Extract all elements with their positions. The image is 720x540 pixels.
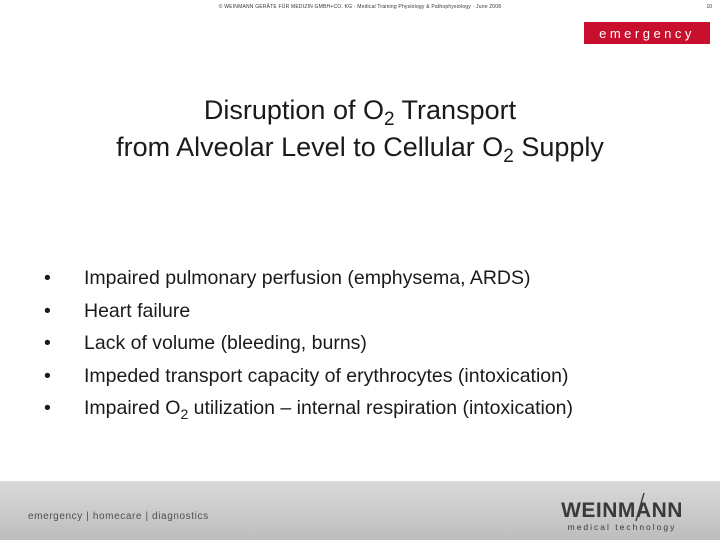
logo-wordmark: WEINMANN <box>561 499 683 522</box>
title-line-1-subscript: 2 <box>383 109 395 130</box>
bullet-text: Impaired pulmonary perfusion (emphysema, ARDS) <box>84 267 531 289</box>
emergency-badge: emergency <box>584 22 710 44</box>
bullet-item <box>44 360 573 393</box>
bullet-dot: • <box>44 267 51 289</box>
bullet-dot: • <box>44 332 51 354</box>
slide-title <box>0 92 720 166</box>
bullet-dot: • <box>44 364 51 387</box>
bullet-text: Impaired O <box>84 397 181 419</box>
logo-subtitle: medical technology <box>567 522 677 532</box>
weinmann-logo <box>552 491 692 535</box>
bullet-text: Impeded transport capacity of erythrocytes (intoxication) <box>84 364 569 387</box>
title-line-1-rest: Transport <box>394 95 517 125</box>
bullet-text: Lack of volume (bleeding, burns) <box>84 332 367 354</box>
title-line-2 <box>0 129 720 166</box>
footer-bar <box>0 481 720 540</box>
title-line-1 <box>0 92 720 129</box>
header-copyright-line: © WEINMANN GERÄTE FÜR MEDIZIN GMBH+CO. KG · Medical Training Physiology & Pathophysiology · June 2008 <box>218 4 502 10</box>
bullet-item <box>44 295 573 328</box>
bullet-subscript: 2 <box>180 406 189 422</box>
bullet-text-rest: utilization – internal respiration (intoxication) <box>188 397 574 419</box>
bullet-dot: • <box>44 299 51 322</box>
bullet-text: Heart failure <box>84 299 191 322</box>
footer-tagline: emergency | homecare | diagnostics <box>28 511 209 522</box>
bullet-item <box>44 327 573 360</box>
bullet-item <box>44 262 573 295</box>
title-line-2-rest: Supply <box>513 132 604 162</box>
page-number: 10 <box>706 4 712 10</box>
bullet-list <box>44 262 573 425</box>
title-line-1-text: Disruption of O <box>203 95 384 125</box>
bullet-dot: • <box>44 397 51 419</box>
bullet-item <box>44 392 573 425</box>
title-line-2-subscript: 2 <box>503 146 514 167</box>
title-line-2-text: from Alveolar Level to Cellular O <box>116 132 504 162</box>
